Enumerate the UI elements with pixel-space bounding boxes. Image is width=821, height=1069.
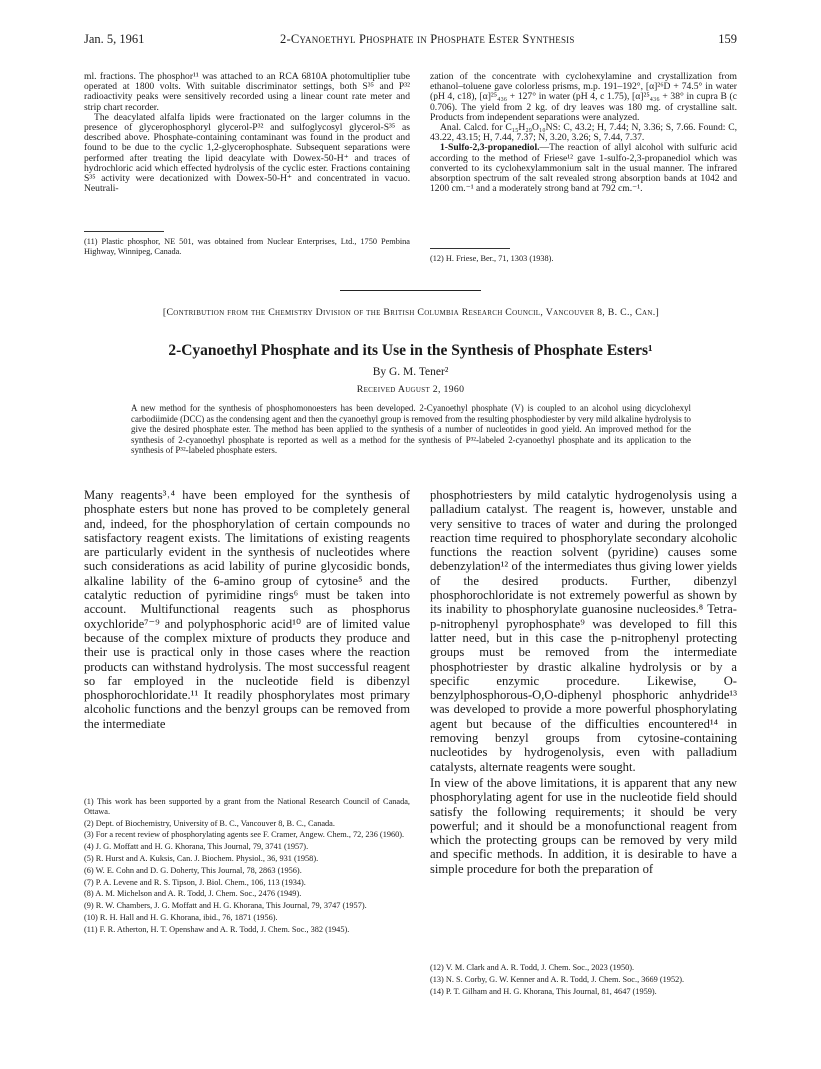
prev-left-paragraph-1: ml. fractions. The phosphor¹¹ was attached to an RCA 6810A photomultiplier tube operated at 1800 volts. With suitable discriminator settings, both S³⁵ and P³² radioactivity peaks were sensitively recorded using a linear count rate meter and strip chart recorder. — [84, 71, 410, 113]
footnote-12: (12) V. M. Clark and A. R. Todd, J. Chem. Soc., 2023 (1950). — [430, 963, 635, 972]
footnote-2: (2) Dept. of Biochemistry, University of B. C., Vancouver 8, B. C., Canada. — [84, 818, 335, 828]
footnote-13: (13) N. S. Corby, G. W. Kenner and A. R. Todd, J. Chem. Soc., 3669 (1952). — [430, 974, 685, 984]
header-date: Jan. 5, 1961 — [84, 32, 145, 46]
header-running-title: 2-Cyanoethyl Phosphate in Phosphate Ester Synthesis — [280, 32, 575, 46]
prev-left-paragraph-2: The deacylated alfalfa lipids were fractionated on the larger columns in the presence of glycerophosphoryl glycerol-P³² and sulfoglycosyl glycerol-S³⁵ as described above. Phosphate-containing contaminant was found in the product and found to be due to the cyclic 1,2-glycerophosphate. Subsequent separations were performed after treating the lipid deacylate with Dowex-50-H⁺ and traces of hydrochloric acid which effected hydrolysis of the cyclic ester. Fractions containing S³⁵ activity were decationized with Dowex-50-H⁺ and concentrated in vacuo. Neutrali- — [84, 111, 410, 195]
article-title: 2-Cyanoethyl Phosphate and its Use in the Synthesis of Phosphate Esters¹ — [168, 342, 653, 359]
article-separator-rule — [340, 290, 481, 291]
footnote-9: (9) R. W. Chambers, J. G. Moffatt and H. G. Khorana, This Journal, 79, 3747 (1957). — [84, 901, 367, 911]
body-right-column — [430, 488, 737, 876]
header-page-number: 159 — [718, 32, 737, 46]
prev-right-sulfo-text: —The reaction of allyl alcohol with sulfuric acid according to the method of Friese¹² gave 1-sulfo-2,3-propanediol which was converted to its cyclohexylammonium salt in the usual manner. The infrared absorption spectrum of the salt revealed strong absorption bands at 1042 and 1200 cm.⁻¹ and a moderately strong band at 792 cm.⁻¹. — [430, 142, 737, 195]
body-right-paragraph-2: In view of the above limitations, it is apparent that any new phosphorylating agent for use in the nucleotide field should satisfy the following requirements; it should be very powerful; and it should be a monofunctional reagent from which the protecting groups can be removed by very mild and specific methods. In addition, it is desirable to have a simple procedure for both the preparation of — [430, 775, 737, 876]
prev-left-footnote: (11) Plastic phosphor, NE 501, was obtained from Nuclear Enterprises, Ltd., 1750 Pembina Highway, Winnipeg, Canada. — [84, 237, 410, 256]
footnote-4: (4) J. G. Moffatt and H. G. Khorana, This Journal, 79, 3741 (1957). — [84, 842, 309, 852]
prev-right-analysis: Anal. Calcd. for C₁₅H₂₉O₁₀NS: C, 43.2; H, 7.44; N, 3.36; S, 7.66. Found: C, 43.22, 43.15; H, 7.44, 7.37; N, 3.20, 3.26; S, 7.44, 7.37. — [430, 122, 737, 144]
footnote-rule — [84, 231, 164, 232]
body-left-column — [84, 488, 410, 731]
footnote-1: (1) This work has been supported by a grant from the National Research Council of Canada, Ottawa. — [84, 797, 410, 816]
prev-right-footnote: (12) H. Friese, Ber., 71, 1303 (1938). — [430, 254, 554, 263]
footnote-8: (8) A. M. Michelson and A. R. Todd, J. Chem. Soc., 2476 (1949). — [84, 889, 302, 899]
prev-article-right-column — [430, 72, 737, 194]
prev-right-sulfo-heading: 1-Sulfo-2,3-propanediol. — [440, 142, 540, 154]
prev-right-sulfo-paragraph — [430, 143, 737, 194]
footnote-7: (7) P. A. Levene and R. S. Tipson, J. Biol. Chem., 106, 113 (1934). — [84, 877, 306, 887]
footnote-3: (3) For a recent review of phosphorylating agents see F. Cramer, Angew. Chem., 72, 236 (1960). — [84, 830, 405, 840]
abstract: A new method for the synthesis of phosphomonoesters has been developed. 2-Cyanoethyl phosphate (V) is coupled to an alcohol using dicyclohexyl carbodiimide (DCC) as the condensing agent and then the cyanoethyl group is removed from the resulting phosphodiester by very mild alkaline hydrolysis to give the desired phosphate ester. The method has been applied to the synthesis of a number of nucleotides in good yield. An improved method for the synthesis of 2-cyanoethyl phosphate is reported as well as a method for the synthesis of P³²-labeled 2-cyanoethyl phosphate and its application to the synthesis of P³²-labeled phosphate esters. — [131, 403, 691, 455]
footnote-6: (6) W. E. Cohn and D. G. Doherty, This Journal, 78, 2863 (1956). — [84, 865, 302, 875]
contribution-line: [Contribution from the Chemistry Division of the British Columbia Research Council, Vancouver 8, B. C., Can.] — [162, 307, 660, 318]
footnotes-left — [84, 797, 410, 937]
footnotes-right — [430, 963, 737, 998]
footnote-5: (5) R. Hurst and A. Kuksis, Can. J. Biochem. Physiol., 36, 931 (1958). — [84, 853, 319, 863]
prev-right-paragraph-1: zation of the concentrate with cyclohexylamine and crystallization from ethanol–toluene gave colorless prisms, m.p. 191–192°, [α]²⁶D + 74.5° in water (pH 4, c18), [α]²⁵₄₃₆ + 127° in water (pH 4, c 1.75), [α]²⁵₄₃₆ + 38° in cupra B (c 0.706). The yield from 2 kg. of dry leaves was 180 mg. of crystalline salt. Products from independent separations were analyzed. — [430, 71, 737, 123]
prev-article-left-column — [84, 72, 410, 194]
footnote-rule-right — [430, 248, 510, 249]
received-date: Received August 2, 1960 — [356, 384, 465, 395]
body-right-paragraph-1: phosphotriesters by mild catalytic hydrogenolysis using a palladium catalyst. The reagent is, however, unstable and very sensitive to traces of water and during the prolonged reaction time required to phosphorylate secondary alcoholic functions the reaction solvent (pyridine) causes some debenzylation¹² of the intermediates thus giving lower yields of the desired products. Further, dibenzyl phosphorochloridate is not extremely powerful as shown by its inability to phosphorylate guanosine nucleosides.⁸ Tetra-p-nitrophenyl pyrophosphate⁹ was developed to fill this latter need, but in this case the p-nitrophenyl protecting groups must be removed from the intermediate phosphotriester by drastic alkaline hydrolysis or by a specific enzymic procedure. Likewise, O-benzylphosphorous-O,O-diphenyl phosphoric anhydride¹³ was developed to provide a more powerful phosphorylating agent but because of the difficulties encountered¹⁴ in removing benzyl groups from cytosine-containing nucleotides by hydrogenolysis, even with palladium catalysts, alternate reagents were sought. — [430, 488, 737, 774]
footnote-10: (10) R. H. Hall and H. G. Khorana, ibid., 76, 1871 (1956). — [84, 912, 278, 922]
footnote-14: (14) P. T. Gilham and H. G. Khorana, This Journal, 81, 4647 (1959). — [430, 986, 657, 996]
body-left-paragraph-1: Many reagents³˒⁴ have been employed for the synthesis of phosphate esters but none has proved to be completely general and, indeed, for the phosphorylation of certain compounds no satisfactory reagent exists. The limitations of existing reagents are particularly evident in the synthesis of nucleotides where such considerations as acid lability of purine glycosidic bonds, alkaline lability of the 6-amino group of cytosine⁵ and the catalytic reduction of pyrimidine rings⁶ must be taken into account. Multifunctional reagents such as phosphorus oxychloride⁷⁻⁹ and polyphosphoric acid¹⁰ are of limited value because of the complex mixture of products they produce and their use is practical only in those cases where the reaction products can withstand hydrolysis. The most successful reagent so far employed in the nucleotide field is dibenzyl phosphorochloridate.¹¹ It readily phosphorylates most primary alcoholic functions and the benzyl groups can be removed from the intermediate — [84, 488, 410, 731]
author-byline: By G. M. Tener² — [372, 366, 449, 378]
footnote-11: (11) F. R. Atherton, H. T. Openshaw and A. R. Todd, J. Chem. Soc., 382 (1945). — [84, 924, 350, 934]
